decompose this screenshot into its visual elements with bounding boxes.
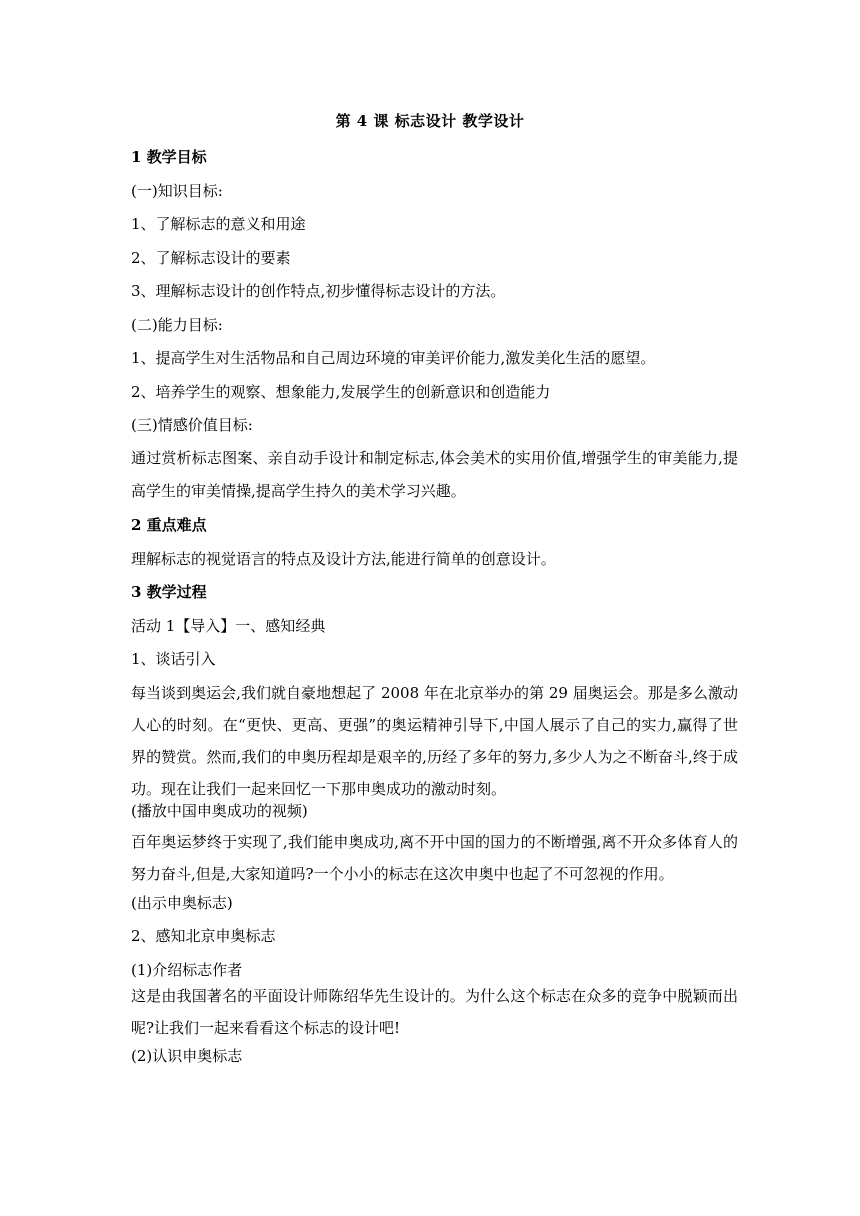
show-logo-note: (出示申奥标志): [131, 893, 233, 912]
designer-paragraph: 这是由我国著名的平面设计师陈绍华先生设计的。为什么这个标志在众多的竞争中脱颖而出呢?让我们一起来看看这个标志的设计吧!: [131, 986, 738, 1037]
section-heading-objectives: 1 教学目标: [131, 148, 207, 166]
document-title: 第 4 课 标志设计 教学设计: [335, 112, 525, 130]
ability-goal-1: 1、提高学生对生活物品和自己周边环境的审美评价能力,激发美化生活的愿望。: [131, 349, 656, 367]
step-2: 2、感知北京申奥标志: [131, 927, 276, 945]
olympic-dream-paragraph: 百年奥运梦终于实现了,我们能申奥成功,离不开中国的国力的不断增强,离不开众多体育人的努力奋斗,但是,大家知道吗?一个小小的标志在这次申奥中也起了不可忽视的作用。: [131, 832, 738, 883]
ability-goal-2: 2、培养学生的观察、想象能力,发展学生的创新意识和创造能力: [131, 382, 551, 401]
knowledge-goal-3: 3、理解标志设计的创作特点,初步懂得标志设计的方法。: [131, 282, 506, 300]
step-1: 1、谈话引入: [131, 650, 216, 668]
emotion-goal-paragraph: 通过赏析标志图案、亲自动手设计和制定标志,体会美术的实用价值,增强学生的审美能力,提高学生的审美情操,提高学生持久的美术学习兴趣。: [131, 448, 738, 500]
ability-goals-label: (二)能力目标:: [131, 315, 223, 334]
intro-paragraph: 每当谈到奥运会,我们就自豪地想起了 2008 年在北京举办的第 29 届奥运会。那是多么激动人心的时刻。在“更快、更高、更强”的奥运精神引导下,中国人展示了自己的实力,赢得了世界的赞赏。然而,我们的申奥历程却是艰辛的,历经了多年的努力,多少人为之不断奋斗,终于成功。现在让我们一起来回忆一下那申奥成功的激动时刻。: [131, 683, 738, 798]
difficulty-text: 理解标志的视觉语言的特点及设计方法,能进行简单的创意设计。: [131, 549, 556, 568]
emotion-goals-label: (三)情感价值目标:: [131, 416, 253, 434]
knowledge-goal-2: 2、了解标志设计的要素: [131, 248, 291, 267]
sub-step-1: (1)介绍标志作者: [131, 960, 243, 979]
knowledge-goals-label: (一)知识目标:: [131, 181, 223, 200]
document-body: [131, 146, 738, 1067]
activity-1: 活动 1【导入】一、感知经典: [131, 616, 326, 635]
video-note: (播放中国申奥成功的视频): [131, 801, 308, 820]
sub-step-2: (2)认识申奥标志: [131, 1046, 243, 1065]
section-heading-process: 3 教学过程: [131, 583, 207, 601]
section-heading-difficulty: 2 重点难点: [131, 516, 207, 534]
knowledge-goal-1: 1、了解标志的意义和用途: [131, 215, 306, 233]
